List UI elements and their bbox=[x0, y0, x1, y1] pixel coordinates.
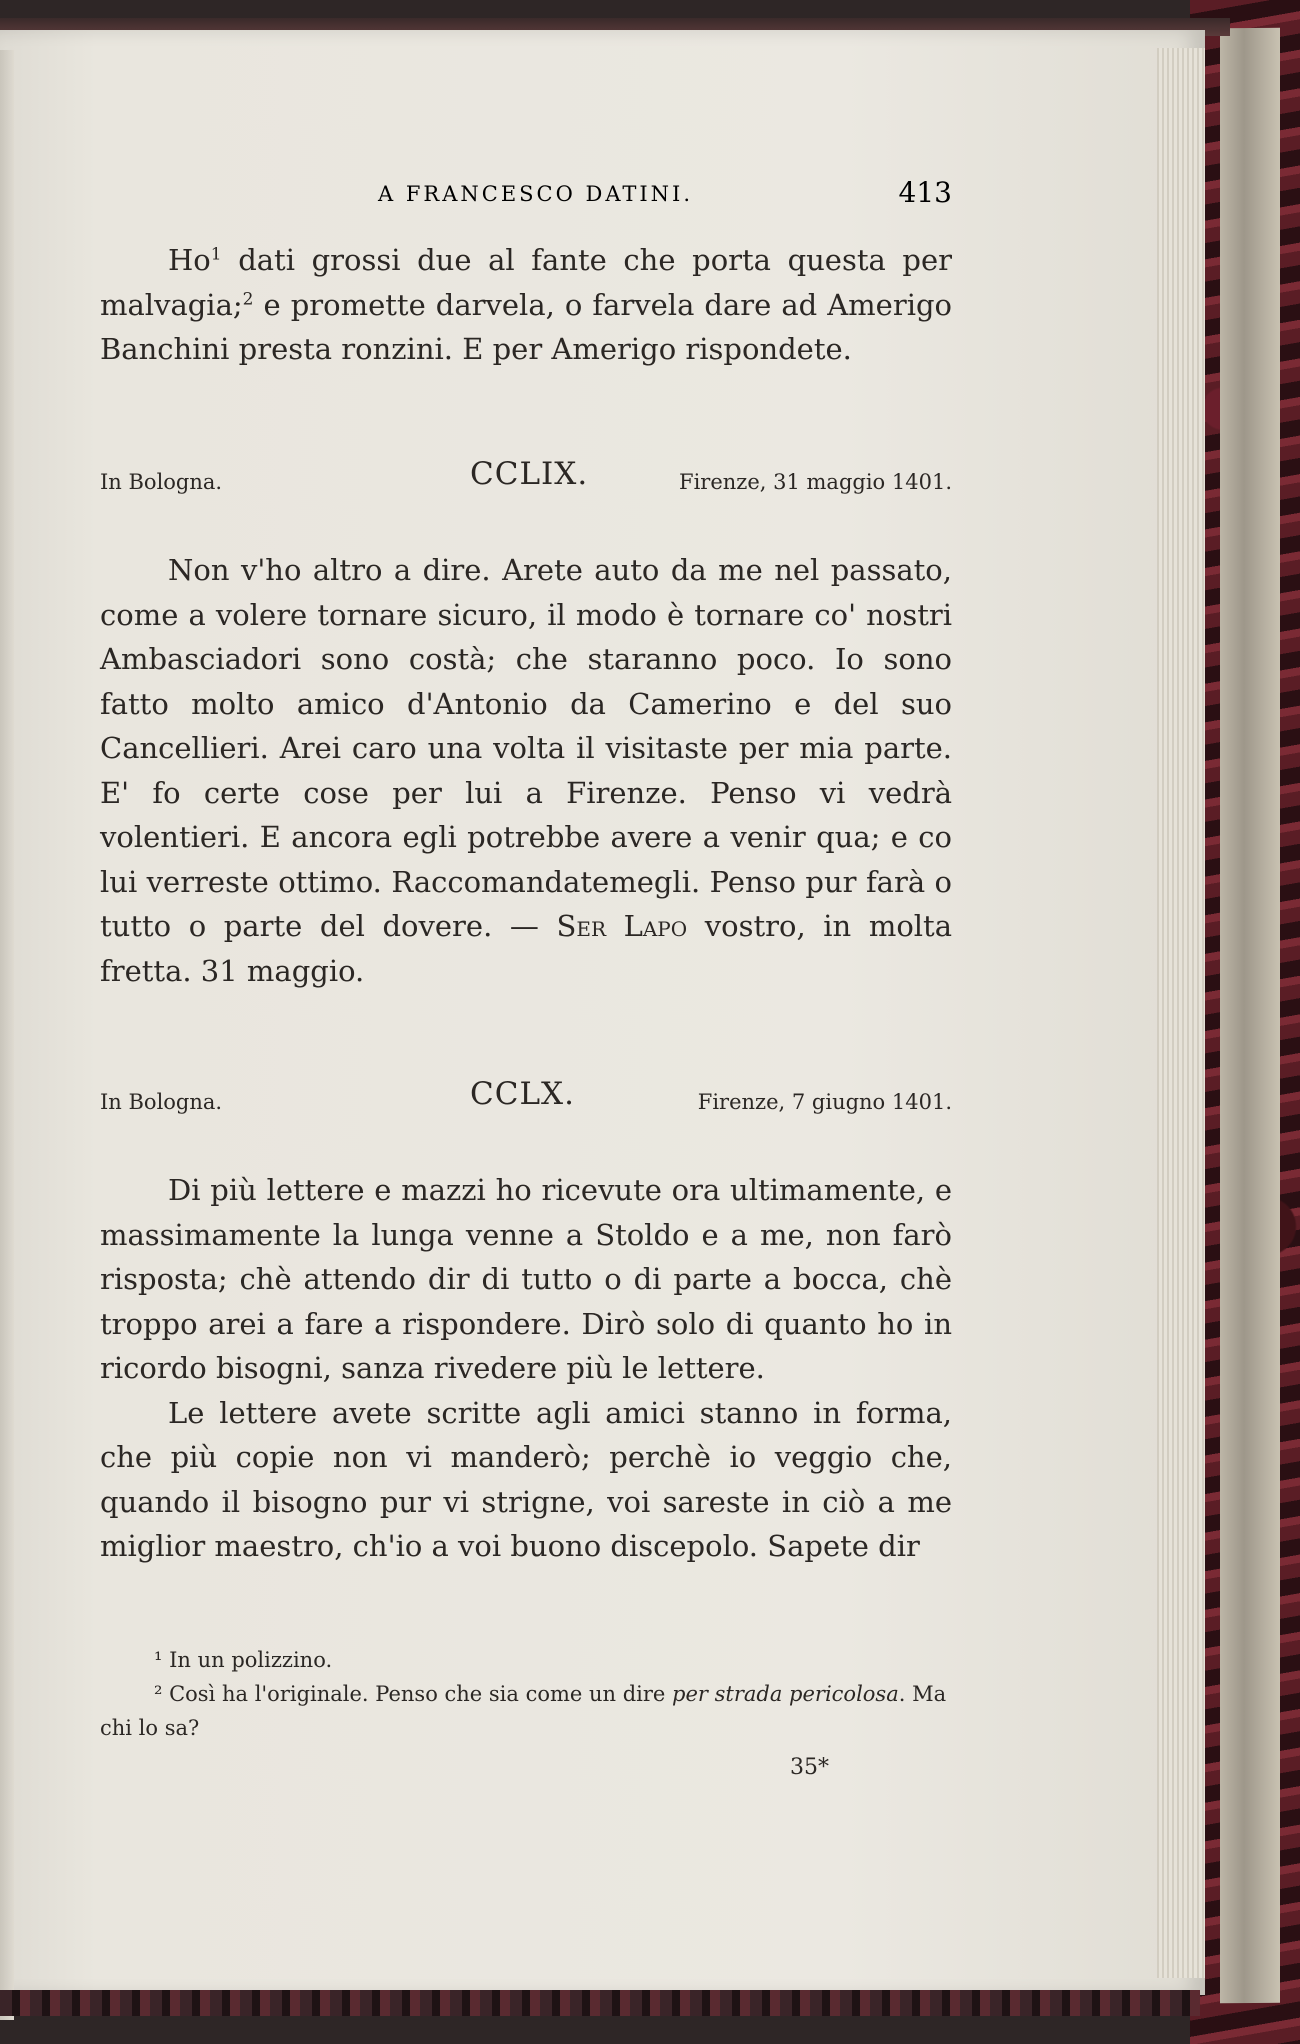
intro-paragraph bbox=[100, 238, 952, 372]
letter-259-date: Firenze, 31 maggio 1401. bbox=[679, 470, 952, 494]
intro-text-start: Ho bbox=[168, 243, 211, 277]
page-number: 413 bbox=[898, 176, 952, 209]
running-head bbox=[100, 176, 952, 222]
letter-259-closing: vostro, in molta fretta. 31 maggio. bbox=[100, 909, 953, 988]
letter-259-heading bbox=[100, 456, 952, 502]
footnote-2-italic: per strada pericolosa bbox=[672, 1682, 899, 1706]
letter-260-number: CCLX. bbox=[470, 1076, 575, 1112]
letter-259-place: In Bologna. bbox=[100, 470, 223, 494]
book-binding bbox=[1220, 28, 1280, 2003]
bottom-cover-edge bbox=[0, 1990, 1200, 2016]
letter-260-heading bbox=[100, 1076, 952, 1122]
letter-259-signature: Ser Lapo bbox=[556, 909, 688, 943]
footnote-ref-2: 2 bbox=[242, 288, 254, 309]
letter-259-body bbox=[100, 548, 952, 993]
intro-text-end: e promette darvela, o farvela dare ad Amerigo Banchini presta ronzini. E per Amerigo rispondete. bbox=[100, 287, 952, 366]
footnotes bbox=[100, 1643, 952, 1745]
footnote-2-end: . Ma chi lo sa? bbox=[100, 1682, 947, 1740]
running-title: A FRANCESCO DATINI. bbox=[378, 182, 694, 206]
footnote-2 bbox=[100, 1677, 952, 1745]
footnote-2-text: ² Così ha l'originale. Penso che sia come un dire bbox=[154, 1682, 673, 1706]
letter-259-text: Non v'ho altro a dire. Arete auto da me nel passato, come a volere tornare sicuro, il modo è tornare co' nostri Ambasciadori sono costà; che staranno poco. Io sono fatto molto amico d'Antonio da Camerino e del suo Cancellieri. Arei caro una volta il visitaste per mia parte. E' fo certe cose per lui a Firenze. Penso vi vedrà volentieri. E ancora egli potrebbe avere a venir qua; e co lui verreste ottimo. Raccomandatemegli. Penso pur farà o tutto o parte del dovere. — bbox=[100, 553, 952, 943]
letter-260-body bbox=[100, 1168, 952, 1569]
letter-259-number: CCLIX. bbox=[470, 456, 589, 492]
letter-260-place: In Bologna. bbox=[100, 1090, 223, 1114]
footnote-ref-1: 1 bbox=[210, 244, 222, 265]
signature-mark: 35* bbox=[790, 1755, 829, 1780]
letter-260-date: Firenze, 7 giugno 1401. bbox=[697, 1090, 952, 1114]
previous-page-strip bbox=[0, 50, 14, 2020]
footnote-1: ¹ In un polizzino. bbox=[154, 1648, 333, 1672]
letter-260-paragraph-2: Le lettere avete scritte agli amici stanno in forma, che più copie non vi manderò; perchè io veggio che, quando il bisogno pur vi strigne, voi sareste in ciò a me miglior maestro, ch'io a voi buono discepolo. Sapete dir bbox=[100, 1395, 952, 1563]
page-edges bbox=[1157, 48, 1205, 1978]
intro-text-mid: dati grossi due al fante che porta questa per malvagia; bbox=[100, 243, 952, 322]
letter-260-paragraph-1: Di più lettere e mazzi ho ricevute ora ultimamente, e massimamente la lunga venne a Stoldo e a me, non farò risposta; chè attendo dir di tutto o di parte a bocca, chè troppo arei a fare a rispondere. Dirò solo di quanto ho in ricordo bisogni, sanza rivedere più le lettere. bbox=[100, 1173, 952, 1385]
